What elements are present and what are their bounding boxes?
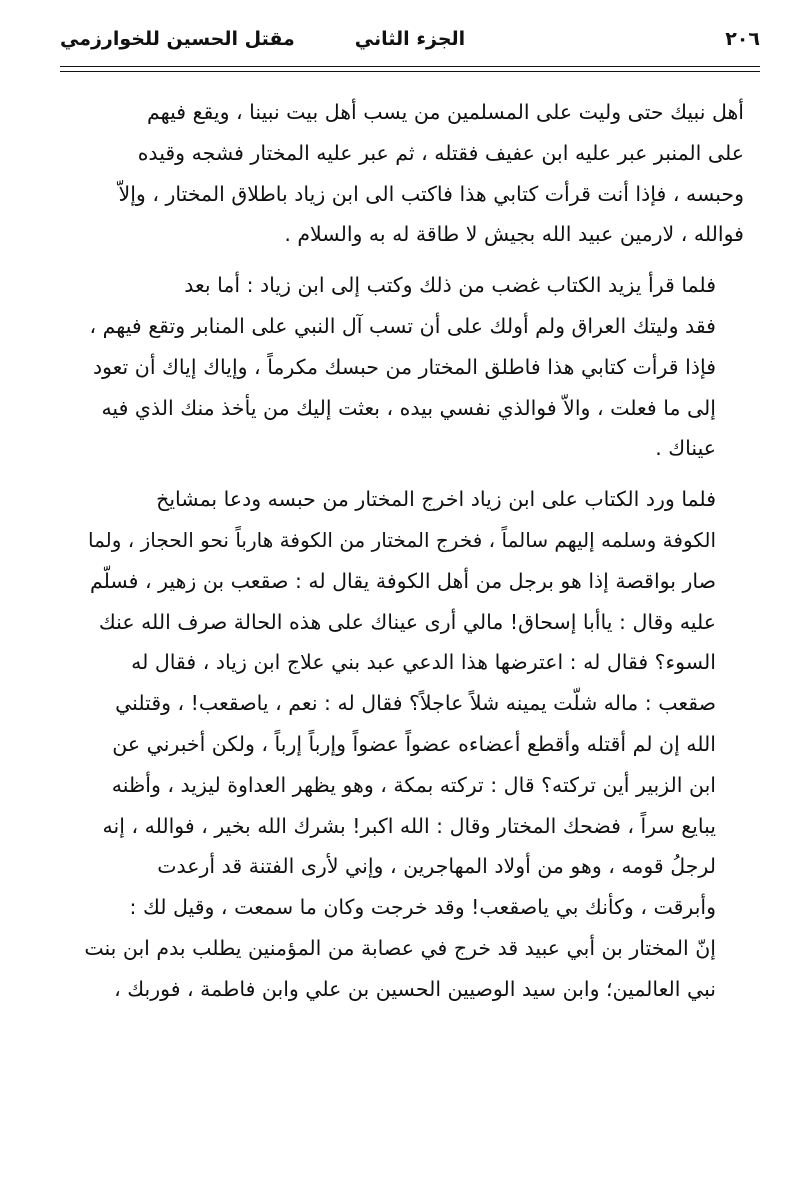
header-rule-thick	[60, 66, 760, 67]
text-line: وحبسه ، فإذا أنت قرأت كتابي هذا فاكتب الى ابن زياد باطلاق المختار ، وإلاّ	[118, 181, 744, 206]
book-title: مقتل الحسين للخوارزمي	[60, 28, 295, 50]
text-line: عيناك .	[655, 436, 716, 461]
text-line: ابن الزبير أين تركته؟ قال : تركته بمكة ، وهو يظهر العداوة ليزيد ، وأظنه	[111, 772, 716, 797]
paragraph-3	[82, 479, 744, 1009]
text-line: وأبرقت ، وكأنك بي ياصقعب! وقد خرجت وكان ما سمعت ، وقيل لك :	[129, 895, 716, 920]
header-rule-thin	[60, 71, 760, 72]
text-line: فقد وليتك العراق ولم أولك على أن تسب آل النبي على المنابر وتقع فيهم ،	[89, 313, 716, 338]
body-text	[82, 92, 744, 1020]
paragraph-1	[82, 92, 744, 255]
part-title: الجزء الثاني	[354, 28, 466, 50]
running-header	[60, 22, 760, 70]
paragraph-2	[82, 265, 744, 469]
text-line: صار بواقصة إذا هو برجل من أهل الكوفة يقال له : صقعب بن زهير ، فسلّم	[89, 568, 716, 593]
text-line: أهل نبيك حتى وليت على المسلمين من يسب أهل بيت نبينا ، ويقع فيهم	[147, 100, 744, 124]
text-line: إلى ما فعلت ، والاّ فوالذي نفسي بيده ، بعثت إليك من يأخذ منك الذي فيه	[101, 395, 716, 420]
text-line: صقعب : ماله شلّت يمينه شلاً عاجلاً؟ فقال له : نعم ، ياصقعب! ، وقتلني	[115, 691, 716, 716]
text-line: فلما ورد الكتاب على ابن زياد اخرج المختار من حبسه ودعا بمشايخ	[156, 487, 716, 512]
text-line: على المنبر عبر عليه ابن عفيف فقتله ، ثم عبر عليه المختار فشجه وقيده	[137, 140, 744, 165]
text-line: فلما قرأ يزيد الكتاب غضب من ذلك وكتب إلى ابن زياد : أما بعد	[184, 273, 716, 298]
page-number: ٢٠٦	[725, 28, 760, 50]
text-line: فوالله ، لارمين عبيد الله بجيش لا طاقة له به والسلام .	[284, 222, 744, 247]
text-line: إنّ المختار بن أبي عبيد قد خرج في عصابة من المؤمنين يطلب بدم ابن بنت	[84, 935, 716, 960]
text-line: فإذا قرأت كتابي هذا فاطلق المختار من حبسك مكرماً ، وإياك إياك أن تعود	[92, 354, 716, 379]
text-line: الله إن لم أقتله وأقطع أعضاءه عضواً عضواً وإرباً إرباً ، ولكن أخبرني عن	[112, 731, 716, 756]
text-line: عليه وقال : ياأبا إسحاق! مالي أرى عيناك على هذه الحالة صرف الله عنك	[98, 609, 716, 634]
text-line: الكوفة وسلمه إليهم سالماً ، فخرج المختار من الكوفة هارباً نحو الحجاز ، ولما	[88, 527, 716, 552]
text-line: لرجلُ قومه ، وهو من أولاد المهاجرين ، وإني لأرى الفتنة قد أرعدت	[157, 854, 716, 879]
text-line: السوء؟ فقال له : اعترضها هذا الدعي عبد بني علاج ابن زياد ، فقال له	[131, 650, 716, 675]
text-line: نبي العالمين؛ وابن سيد الوصيين الحسين بن علي وابن فاطمة ، فوربك ،	[114, 976, 716, 1001]
text-line: يبايع سراً ، فضحك المختار وقال : الله اكبر! بشرك الله بخير ، فوالله ، إنه	[102, 813, 716, 838]
